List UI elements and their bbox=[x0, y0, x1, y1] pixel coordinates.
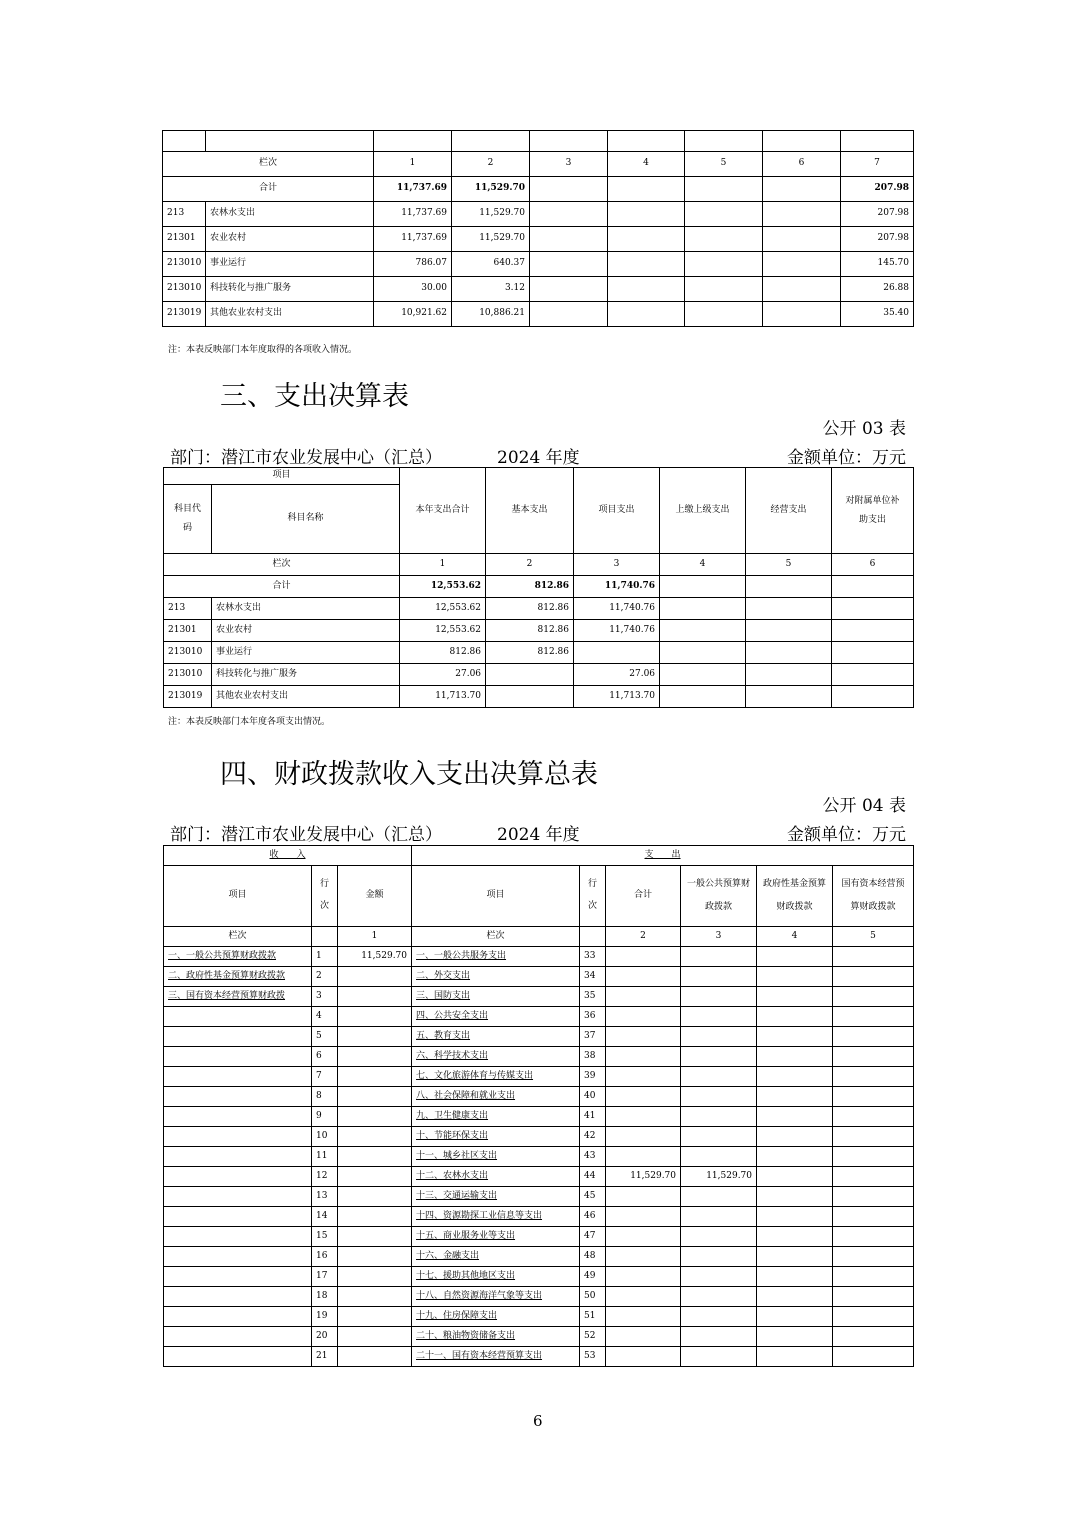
table-row: 一、一般公共预算财政拨款 1 11,529.70 一、一般公共服务支出 33 bbox=[164, 947, 914, 967]
table1-note: 注：本表反映部门本年度取得的各项收入情况。 bbox=[168, 345, 358, 355]
section4-title: 四、财政拨款收入支出决算总表 bbox=[220, 759, 598, 790]
table-row: 213019 其他农业农村支出 10,921.62 10,886.21 35.40 bbox=[163, 302, 914, 327]
table-row: 213010 事业运行 812.86 812.86 bbox=[164, 642, 914, 664]
page-number: 6 bbox=[533, 1412, 543, 1430]
table-row: 12 十二、农林水支出 44 11,529.70 11,529.70 bbox=[164, 1167, 914, 1187]
expenditure-table bbox=[163, 467, 914, 708]
header-income-expense-row: 收 入 支 出 bbox=[164, 846, 914, 866]
table-row: 21301 农业农村 12,553.62 812.86 11,740.76 bbox=[164, 620, 914, 642]
column-numbers-row: 栏次 1 2 3 4 5 6 bbox=[164, 554, 914, 576]
table-row: 8 八、社会保障和就业支出 40 bbox=[164, 1087, 914, 1107]
table-row: 三、国有资本经营预算财政拨 3 三、国防支出 35 bbox=[164, 987, 914, 1007]
fiscal-summary-body bbox=[164, 947, 914, 1367]
table-row: 二、政府性基金预算财政拨款 2 二、外交支出 34 bbox=[164, 967, 914, 987]
table-row: 213 农林水支出 12,553.62 812.86 11,740.76 bbox=[164, 598, 914, 620]
section4-dept: 部门：潜江市农业发展中心（汇总） bbox=[170, 825, 442, 845]
section3-unit: 金额单位：万元 bbox=[787, 448, 906, 468]
section4-year: 2024 年度 bbox=[497, 825, 580, 845]
table-row: 213019 其他农业农村支出 11,713.70 11,713.70 bbox=[164, 686, 914, 708]
column-numbers-row: 栏次 1 栏次 2 3 4 5 bbox=[164, 927, 914, 947]
column-numbers-row: 栏次 1 2 3 4 5 6 7 bbox=[163, 152, 914, 177]
table-row: 10 十、节能环保支出 42 bbox=[164, 1127, 914, 1147]
table-row: 4 四、公共安全支出 36 bbox=[164, 1007, 914, 1027]
section3-dept: 部门：潜江市农业发展中心（汇总） bbox=[170, 448, 442, 468]
section3-title: 三、支出决算表 bbox=[220, 381, 409, 412]
table-row: 213010 科技转化与推广服务 27.06 27.06 bbox=[164, 664, 914, 686]
table-row: 213010 科技转化与推广服务 30.00 3.12 26.88 bbox=[163, 277, 914, 302]
table-row: 19 十九、住房保障支出 51 bbox=[164, 1307, 914, 1327]
table-row: 7 七、文化旅游体育与传媒支出 39 bbox=[164, 1067, 914, 1087]
table-row: 16 十六、金融支出 48 bbox=[164, 1247, 914, 1267]
table-row: 5 五、教育支出 37 bbox=[164, 1027, 914, 1047]
table-row: 21301 农业农村 11,737.69 11,529.70 207.98 bbox=[163, 227, 914, 252]
section3-year: 2024 年度 bbox=[497, 448, 580, 468]
table-row: 213 农林水支出 11,737.69 11,529.70 207.98 bbox=[163, 202, 914, 227]
table-row: 213010 事业运行 786.07 640.37 145.70 bbox=[163, 252, 914, 277]
table-row: 13 十三、交通运输支出 45 bbox=[164, 1187, 914, 1207]
table-row: 20 二十、粮油物资储备支出 52 bbox=[164, 1327, 914, 1347]
header-columns-row: 项目 行次 金额 项目 行次 合计 一般公共预算财政拨款 政府性基金预算财政拨款 国有资本经营预算财政拨款 bbox=[164, 866, 914, 927]
header-row-1: 项目 本年支出合计 基本支出 项目支出 上缴上级支出 经营支出 对附属单位补助支出 bbox=[164, 468, 914, 485]
fiscal-summary-table bbox=[163, 845, 914, 1367]
table-row: 11 十一、城乡社区支出 43 bbox=[164, 1147, 914, 1167]
table-row: 21 二十一、国有资本经营预算支出 53 bbox=[164, 1347, 914, 1367]
section3-table-no: 公开 03 表 bbox=[822, 419, 906, 439]
section4-unit: 金额单位：万元 bbox=[787, 825, 906, 845]
income-table bbox=[162, 130, 914, 327]
table-row: 6 六、科学技术支出 38 bbox=[164, 1047, 914, 1067]
table-row: 17 十七、援助其他地区支出 49 bbox=[164, 1267, 914, 1287]
table-header-stub-row bbox=[163, 131, 914, 152]
table-row: 14 十四、资源勘探工业信息等支出 46 bbox=[164, 1207, 914, 1227]
total-row: 合计 12,553.62 812.86 11,740.76 bbox=[164, 576, 914, 598]
table-row: 9 九、卫生健康支出 41 bbox=[164, 1107, 914, 1127]
total-row: 合计 11,737.69 11,529.70 207.98 bbox=[163, 177, 914, 202]
header-row-2: 科目代码 科目名称 bbox=[164, 485, 914, 554]
table-row: 18 十八、自然资源海洋气象等支出 50 bbox=[164, 1287, 914, 1307]
section3-note: 注：本表反映部门本年度各项支出情况。 bbox=[168, 717, 331, 727]
section4-table-no: 公开 04 表 bbox=[822, 796, 906, 816]
table-row: 15 十五、商业服务业等支出 47 bbox=[164, 1227, 914, 1247]
